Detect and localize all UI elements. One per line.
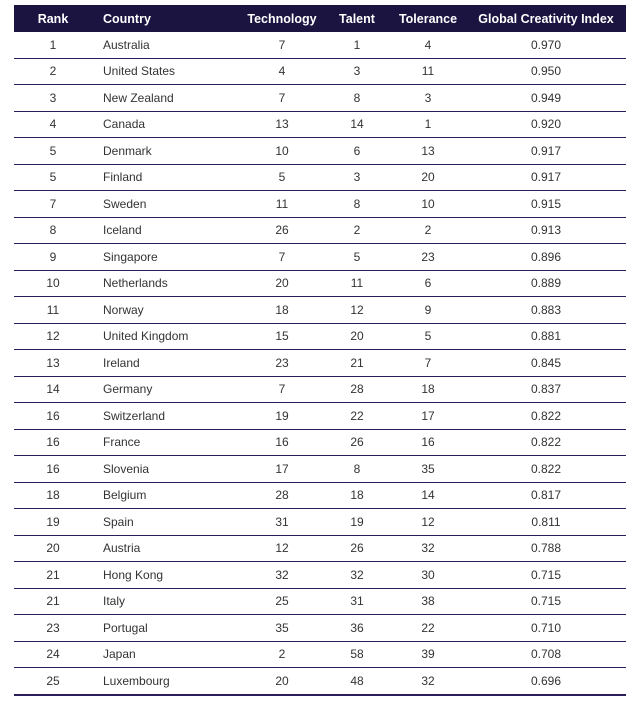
cell-rank: 20 <box>14 535 92 562</box>
cell-tolerance: 6 <box>390 270 466 297</box>
cell-technology: 7 <box>240 244 324 271</box>
table-row <box>14 641 626 668</box>
cell-technology: 28 <box>240 482 324 509</box>
cell-rank: 23 <box>14 615 92 642</box>
cell-tolerance: 38 <box>390 588 466 615</box>
cell-talent: 5 <box>324 244 390 271</box>
cell-rank: 24 <box>14 641 92 668</box>
cell-tolerance: 1 <box>390 111 466 138</box>
cell-country: Slovenia <box>92 456 240 483</box>
table-row <box>14 191 626 218</box>
cell-gci: 0.822 <box>466 403 626 430</box>
table-row <box>14 350 626 377</box>
cell-tolerance: 9 <box>390 297 466 324</box>
cell-country: Australia <box>92 32 240 58</box>
cell-technology: 2 <box>240 641 324 668</box>
cell-country: Singapore <box>92 244 240 271</box>
table-row <box>14 429 626 456</box>
cell-technology: 4 <box>240 58 324 85</box>
cell-talent: 8 <box>324 191 390 218</box>
cell-technology: 13 <box>240 111 324 138</box>
cell-country: Spain <box>92 509 240 536</box>
cell-talent: 31 <box>324 588 390 615</box>
cell-talent: 28 <box>324 376 390 403</box>
cell-talent: 8 <box>324 85 390 112</box>
cell-tolerance: 22 <box>390 615 466 642</box>
cell-tolerance: 30 <box>390 562 466 589</box>
cell-tolerance: 7 <box>390 350 466 377</box>
cell-tolerance: 39 <box>390 641 466 668</box>
cell-tolerance: 11 <box>390 58 466 85</box>
table-row <box>14 323 626 350</box>
cell-gci: 0.913 <box>466 217 626 244</box>
cell-tolerance: 32 <box>390 535 466 562</box>
cell-gci: 0.696 <box>466 668 626 695</box>
cell-gci: 0.950 <box>466 58 626 85</box>
cell-talent: 22 <box>324 403 390 430</box>
cell-talent: 12 <box>324 297 390 324</box>
cell-country: France <box>92 429 240 456</box>
cell-technology: 17 <box>240 456 324 483</box>
creativity-ranking-table <box>14 5 626 696</box>
cell-talent: 20 <box>324 323 390 350</box>
table-row <box>14 32 626 58</box>
cell-tolerance: 17 <box>390 403 466 430</box>
cell-country: Netherlands <box>92 270 240 297</box>
cell-talent: 8 <box>324 456 390 483</box>
cell-talent: 26 <box>324 535 390 562</box>
cell-country: Sweden <box>92 191 240 218</box>
cell-gci: 0.889 <box>466 270 626 297</box>
cell-tolerance: 4 <box>390 32 466 58</box>
cell-talent: 58 <box>324 641 390 668</box>
cell-gci: 0.710 <box>466 615 626 642</box>
cell-talent: 19 <box>324 509 390 536</box>
cell-tolerance: 23 <box>390 244 466 271</box>
cell-talent: 21 <box>324 350 390 377</box>
cell-gci: 0.822 <box>466 429 626 456</box>
cell-rank: 25 <box>14 668 92 695</box>
cell-tolerance: 3 <box>390 85 466 112</box>
table-row <box>14 615 626 642</box>
cell-tolerance: 5 <box>390 323 466 350</box>
table-row <box>14 244 626 271</box>
cell-rank: 5 <box>14 138 92 165</box>
table-row <box>14 111 626 138</box>
table-row <box>14 535 626 562</box>
cell-talent: 36 <box>324 615 390 642</box>
cell-gci: 0.845 <box>466 350 626 377</box>
cell-technology: 7 <box>240 376 324 403</box>
cell-gci: 0.708 <box>466 641 626 668</box>
cell-gci: 0.837 <box>466 376 626 403</box>
cell-gci: 0.896 <box>466 244 626 271</box>
cell-country: Denmark <box>92 138 240 165</box>
table-row <box>14 164 626 191</box>
header-technology: Technology <box>240 5 324 32</box>
cell-tolerance: 13 <box>390 138 466 165</box>
table-row <box>14 85 626 112</box>
cell-tolerance: 14 <box>390 482 466 509</box>
cell-rank: 5 <box>14 164 92 191</box>
table-row <box>14 270 626 297</box>
cell-country: Austria <box>92 535 240 562</box>
cell-technology: 20 <box>240 668 324 695</box>
cell-talent: 18 <box>324 482 390 509</box>
cell-country: Norway <box>92 297 240 324</box>
cell-country: New Zealand <box>92 85 240 112</box>
table-row <box>14 509 626 536</box>
cell-talent: 32 <box>324 562 390 589</box>
cell-technology: 20 <box>240 270 324 297</box>
table-row <box>14 297 626 324</box>
cell-rank: 9 <box>14 244 92 271</box>
cell-rank: 18 <box>14 482 92 509</box>
cell-rank: 2 <box>14 58 92 85</box>
cell-gci: 0.822 <box>466 456 626 483</box>
cell-technology: 7 <box>240 85 324 112</box>
cell-country: Japan <box>92 641 240 668</box>
ranking-table-container <box>14 5 626 696</box>
cell-rank: 3 <box>14 85 92 112</box>
cell-country: Italy <box>92 588 240 615</box>
cell-technology: 18 <box>240 297 324 324</box>
cell-country: Belgium <box>92 482 240 509</box>
table-row <box>14 482 626 509</box>
cell-rank: 12 <box>14 323 92 350</box>
cell-talent: 26 <box>324 429 390 456</box>
table-header-row <box>14 5 626 32</box>
cell-rank: 21 <box>14 562 92 589</box>
cell-technology: 25 <box>240 588 324 615</box>
cell-tolerance: 10 <box>390 191 466 218</box>
cell-country: Luxembourg <box>92 668 240 695</box>
table-row <box>14 58 626 85</box>
cell-gci: 0.917 <box>466 164 626 191</box>
cell-tolerance: 20 <box>390 164 466 191</box>
cell-rank: 19 <box>14 509 92 536</box>
cell-rank: 4 <box>14 111 92 138</box>
cell-gci: 0.715 <box>466 588 626 615</box>
cell-country: United Kingdom <box>92 323 240 350</box>
table-row <box>14 217 626 244</box>
cell-talent: 6 <box>324 138 390 165</box>
table-body <box>14 32 626 695</box>
cell-tolerance: 12 <box>390 509 466 536</box>
cell-tolerance: 16 <box>390 429 466 456</box>
header-tolerance: Tolerance <box>390 5 466 32</box>
cell-talent: 2 <box>324 217 390 244</box>
cell-gci: 0.949 <box>466 85 626 112</box>
cell-country: Portugal <box>92 615 240 642</box>
cell-country: United States <box>92 58 240 85</box>
cell-country: Ireland <box>92 350 240 377</box>
cell-gci: 0.970 <box>466 32 626 58</box>
cell-talent: 3 <box>324 164 390 191</box>
cell-rank: 11 <box>14 297 92 324</box>
cell-country: Germany <box>92 376 240 403</box>
cell-gci: 0.915 <box>466 191 626 218</box>
table-row <box>14 403 626 430</box>
cell-gci: 0.917 <box>466 138 626 165</box>
cell-country: Hong Kong <box>92 562 240 589</box>
header-rank: Rank <box>14 5 92 32</box>
cell-rank: 21 <box>14 588 92 615</box>
header-talent: Talent <box>324 5 390 32</box>
cell-tolerance: 32 <box>390 668 466 695</box>
cell-tolerance: 35 <box>390 456 466 483</box>
cell-talent: 3 <box>324 58 390 85</box>
cell-rank: 1 <box>14 32 92 58</box>
table-row <box>14 562 626 589</box>
cell-talent: 1 <box>324 32 390 58</box>
cell-gci: 0.817 <box>466 482 626 509</box>
cell-technology: 23 <box>240 350 324 377</box>
cell-technology: 26 <box>240 217 324 244</box>
cell-rank: 7 <box>14 191 92 218</box>
cell-rank: 16 <box>14 456 92 483</box>
cell-rank: 10 <box>14 270 92 297</box>
cell-technology: 5 <box>240 164 324 191</box>
cell-talent: 11 <box>324 270 390 297</box>
cell-rank: 14 <box>14 376 92 403</box>
table-row <box>14 376 626 403</box>
cell-rank: 16 <box>14 429 92 456</box>
table-row <box>14 456 626 483</box>
cell-technology: 7 <box>240 32 324 58</box>
table-row <box>14 138 626 165</box>
cell-country: Canada <box>92 111 240 138</box>
cell-tolerance: 2 <box>390 217 466 244</box>
cell-technology: 10 <box>240 138 324 165</box>
cell-technology: 32 <box>240 562 324 589</box>
cell-gci: 0.883 <box>466 297 626 324</box>
cell-gci: 0.811 <box>466 509 626 536</box>
cell-rank: 16 <box>14 403 92 430</box>
cell-technology: 35 <box>240 615 324 642</box>
cell-country: Switzerland <box>92 403 240 430</box>
cell-gci: 0.715 <box>466 562 626 589</box>
cell-technology: 15 <box>240 323 324 350</box>
cell-country: Finland <box>92 164 240 191</box>
header-country: Country <box>92 5 240 32</box>
cell-technology: 31 <box>240 509 324 536</box>
cell-talent: 14 <box>324 111 390 138</box>
cell-country: Iceland <box>92 217 240 244</box>
cell-technology: 12 <box>240 535 324 562</box>
table-row <box>14 588 626 615</box>
header-global-creativity-index: Global Creativity Index <box>466 5 626 32</box>
cell-gci: 0.920 <box>466 111 626 138</box>
table-row <box>14 668 626 695</box>
cell-gci: 0.788 <box>466 535 626 562</box>
cell-talent: 48 <box>324 668 390 695</box>
cell-gci: 0.881 <box>466 323 626 350</box>
cell-technology: 19 <box>240 403 324 430</box>
cell-tolerance: 18 <box>390 376 466 403</box>
cell-technology: 16 <box>240 429 324 456</box>
cell-rank: 8 <box>14 217 92 244</box>
cell-rank: 13 <box>14 350 92 377</box>
cell-technology: 11 <box>240 191 324 218</box>
